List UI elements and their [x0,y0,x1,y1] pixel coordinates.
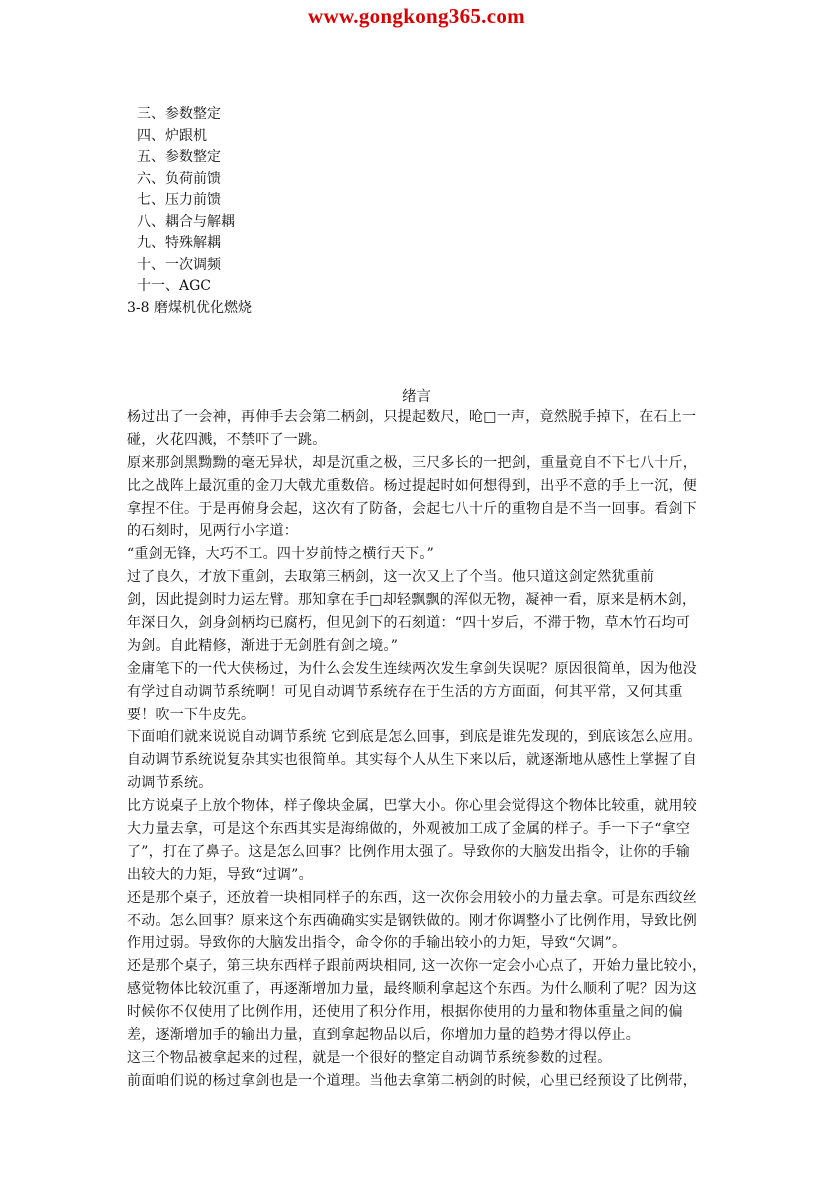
toc-item: 十一、AGC [137,278,212,294]
toc-item: 八、耦合与解耦 [137,213,235,230]
body-line: 金庸笔下的一代大侠杨过，为什么会发生连续两次发生拿剑失误呢？原因很简单，因为他没 [127,660,697,677]
toc-item: 十、一次调频 [137,256,221,273]
body-line: 过了良久，才放下重剑，去取第三柄剑，这一次又上了个当。他只道这剑定然犹重前 [127,569,655,586]
body-line: 时候你不仅使用了比例作用，还使用了积分作用，根据你使用的力量和物体重量之间的偏 [127,1004,683,1021]
body-line: 大力量去拿，可是这个东西其实是海绵做的，外观被加工成了金属的样子。手一下子“拿空 [127,821,691,838]
toc-item: 九、特殊解耦 [137,235,221,251]
body-line: 自动调节系统说复杂其实也很简单。其实每个人从生下来以后，就逐渐地从感性上掌握了自 [127,752,697,769]
body-line: 杨过出了一会神，再伸手去会第二柄剑，只提起数尺，呛□一声，竟然脱手掉下，在石上一 [127,409,697,425]
toc-item: 七、压力前馈 [137,192,221,208]
body-line: 下面咱们就来说说自动调节系统 它到底是怎么回事，到底是谁先发现的，到底该怎么应用。 [127,729,702,746]
body-line: 为剑。自此精修，渐进于无剑胜有剑之境。” [127,637,399,654]
body-line: 剑，因此提剑时力运左臂。那知拿在手□却轻飘飘的浑似无物，凝神一看，原来是柄木剑， [127,592,697,609]
body-line: 原来那剑黑黝黝的毫无异状，却是沉重之极，三尺多长的一把剑，重量竟自不下七八十斤， [127,454,697,471]
body-line: 比之战阵上最沉重的金刀大戟尤重数倍。杨过提起时如何想得到，出乎不意的手上一沉，便 [127,477,697,494]
body-line: 不动。怎么回事？原来这个东西确确实实是钢铁做的。刚才你调整小了比例作用，导致比例 [127,912,697,929]
body-line: 碰，火花四溅，不禁吓了一跳。 [127,431,327,448]
body-line: 还是那个桌子，第三块东西样子跟前两块相同, 这一次你一定会小心点了，开始力量比较小， [127,958,707,975]
body-line: 了”，打在了鼻子。这是怎么回事？比例作用太强了。导致你的大脑发出指令，让你的手输 [127,843,691,860]
toc-section: 3-8 磨煤机优化燃烧 [127,299,252,316]
toc-item: 五、参数整定 [137,149,221,165]
toc-item: 六、负荷前馈 [137,170,221,187]
article-title: 绪言 [402,389,431,405]
toc-item: 三、参数整定 [137,106,221,122]
body-line: 动调节系统。 [127,775,213,792]
body-line: 前面咱们说的杨过拿剑也是一个道理。当他去拿第二柄剑的时候，心里已经预设了比例带， [127,1072,697,1089]
body-line: 出较大的力矩，导致“过调”。 [127,866,313,883]
body-line: 比方说桌子上放个物体，样子像块金属，巴掌大小。你心里会觉得这个物体比较重，就用较 [127,798,697,815]
body-line: 年深日久，剑身剑柄均已腐朽，但见剑下的石刻道：“四十岁后，不滞于物，草木竹石均可 [127,615,691,632]
body-line: 还是那个桌子，还放着一块相同样子的东西，这一次你会用较小的力量去拿。可是东西纹丝 [127,889,697,906]
body-line: 这三个物品被拿起来的过程，就是一个很好的整定自动调节系统参数的过程。 [127,1049,612,1066]
body-line: 作用过弱。导致你的大脑发出指令，命令你的手输出较小的力矩，导致“欠调”。 [127,935,627,952]
body-line: 的石刻时，见两行小字道： [127,523,298,540]
body-line: 要！吹一下牛皮先。 [127,706,256,723]
body-line: “重剑无锋，大巧不工。四十岁前恃之横行天下。” [127,546,435,563]
body-line: 差，逐渐增加手的输出力量，直到拿起物品以后，你增加力量的趋势才得以停止。 [127,1027,640,1044]
site-url-header: www.gongkong365.com [308,4,525,28]
table-of-contents [127,104,527,319]
toc-item: 四、炉跟机 [137,127,207,144]
body-line: 有学过自动调节系统啊！可见自动调节系统存在于生活的方方面面，何其平常，又何其重 [127,683,683,700]
article-body [127,406,707,1093]
body-line: 拿捏不住。于是再俯身会起，这次有了防备，会起七八十斤的重物自是不当一回事。看剑下 [127,500,697,517]
body-line: 感觉物体比较沉重了，再逐渐增加力量，最终顺利拿起这个东西。为什么顺利了呢？因为这 [127,981,697,998]
